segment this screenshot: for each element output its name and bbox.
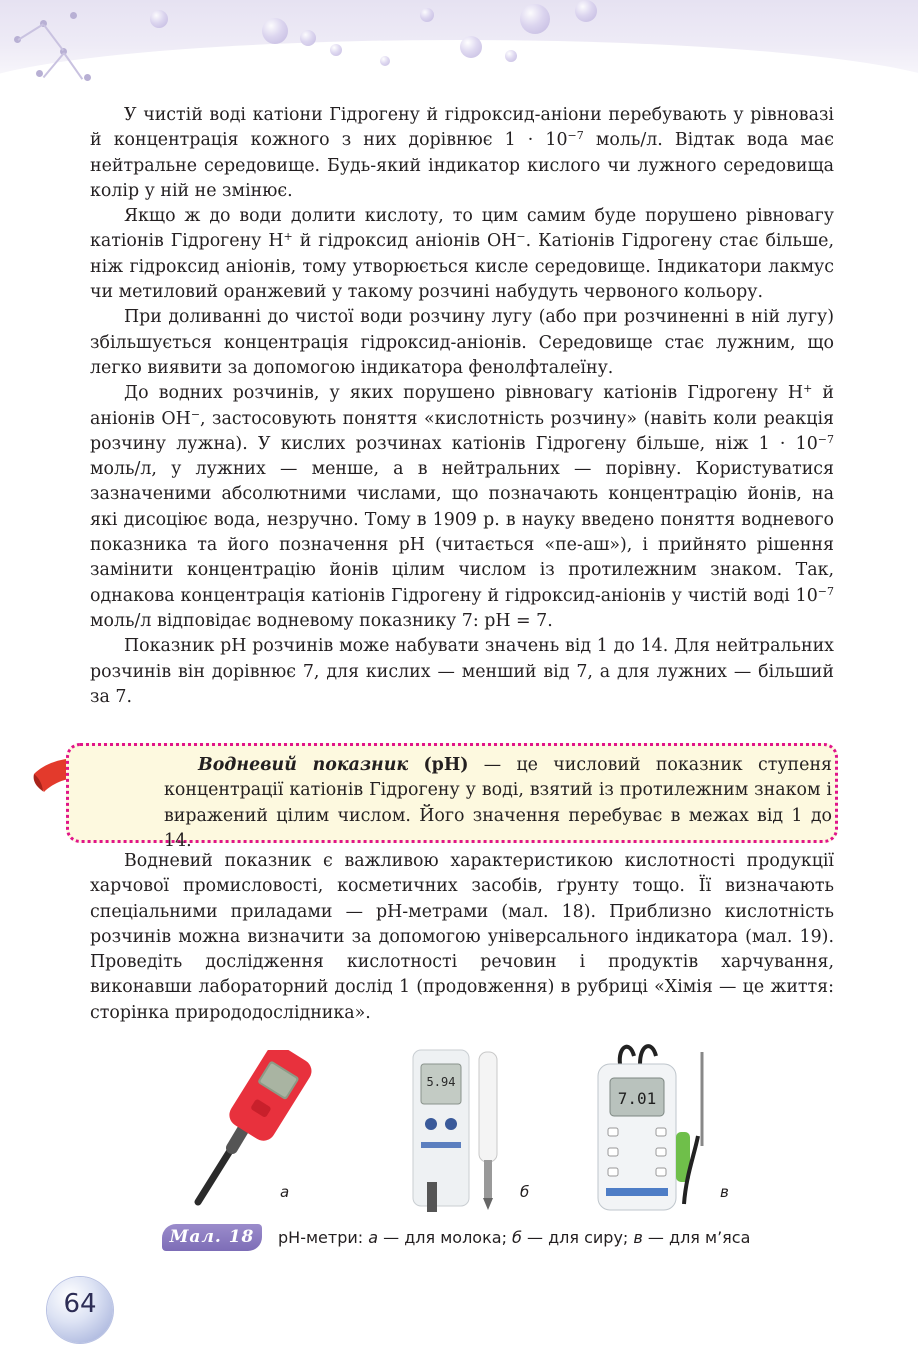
definition-term: Водневий показник (198, 755, 409, 775)
header-bubble (420, 8, 434, 22)
main-text-bottom (90, 849, 834, 1026)
header-bubble (380, 56, 390, 66)
definition-abbr: (pH) (423, 755, 469, 775)
paragraph: При доливанні до чистої води розчину лугу (або при розчиненні в ній лугу) збільшується концентрація гідроксид-аніонів. Середовище стає лужним, що легко виявити за допомогою індикатора фенолфталеїну. (90, 307, 834, 378)
ph-meter-milk-image (178, 1050, 318, 1210)
paragraph: До водних розчинів, у яких порушено рівновагу катіонів Гідрогену H+ й аніонів OH−, застосовують поняття «кислотність розчину» (навіть коли реакція розчину лужна). У кислих розчинах катіонів Гідрогену більше, ніж $1 \cdot 10^{-7}$ моль/л, у лужних — менше, а в нейтральних — порівну. Користуватися зазначеними абсолютними числами, що позначають концентрацію йонів, на які дисоціює вода, незручно. Тому в 1909 р. в науку введено поняття водневого показника та його позначення pH (читається «пе-аш»), і прийнято рішення замінити концентрацію йонів цілим числом із протилежним знаком. Так, однакова концентрація катіонів Гідрогену й гідроксид-аніонів у чистій воді $10^{-7}$ моль/л відповідає водневому показнику 7: pH = 7. (90, 382, 834, 631)
definition-body: — це числовий показник ступеня концентрації катіонів Гідрогену у воді, взятий із протилежним знаком і виражений цілим числом. Його значення перебуває в межах від 1 до 14. (164, 755, 833, 851)
paragraph: Водневий показник є важливою характеристикою кислотності продукції харчової промисловості, косметичних засобів, ґрунту тощо. Її визначають спеціальними приладами — pH-метрами (мал. 18). Приблизно кислотність розчинів можна визначити за допомогою універсального індикатора (мал. 19). Проведіть дослідження кислотності речовин і продуктів харчування, виконавши лабораторний дослід 1 (продовження) в рубриці «Хімія — це життя: сторінка природодослідника». (90, 851, 834, 1023)
figure-sublabel-a: а (280, 1183, 290, 1201)
header-bubble (330, 44, 342, 56)
figure-sublabel-c: в (720, 1183, 729, 1201)
figure-caption: pH-метри: а — для молока; б — для сиру; в — для м’яса (278, 1228, 751, 1247)
header-bubble (262, 18, 288, 44)
molecule-dot (84, 74, 91, 81)
header-decoration (0, 0, 918, 100)
main-text (90, 103, 834, 710)
page-number: 64 (63, 1289, 97, 1319)
header-wave (0, 40, 918, 100)
device-b-display: 5.94 (426, 1075, 456, 1089)
ph-meter-meat-image (590, 1036, 720, 1212)
definition-text (164, 753, 832, 854)
header-bubble (150, 10, 168, 28)
figure-sublabel-b: б (520, 1183, 530, 1201)
header-bubble (505, 50, 517, 62)
ph-meter-cheese-image (405, 1042, 515, 1212)
molecule-dot (70, 12, 77, 19)
header-bubble (300, 30, 316, 46)
header-bubble (520, 4, 550, 34)
header-bubble (575, 0, 597, 22)
figure-badge: Мал. 18 (162, 1224, 262, 1251)
paragraph: Показник pH розчинів може набувати значень від 1 до 14. Для нейтральних розчинів він дорівнює 7, для кислих — менший від 7, а для лужних — більший за 7. (90, 636, 834, 707)
header-bubble (460, 36, 482, 58)
paragraph: Якщо ж до води долити кислоту, то цим самим буде порушено рівновагу катіонів Гідрогену H+ й гідроксид аніонів OH−. Катіонів Гідрогену стає більше, ніж гідроксид аніонів, тому утворюється кисле середовище. Індикатори лакмус чи метиловий оранжевий у такому розчині набудуть червоного кольору. (90, 206, 835, 303)
paragraph: У чистій воді катіони Гідрогену й гідроксид-аніони перебувають у рівновазі й концентрація кожного з них дорівнює $1 \cdot 10^{-7}$ моль/л. Відтак вода має нейтральне середовище. Будь-який індикатор кислого чи лужного середовища колір у ній не змінює. (90, 105, 834, 201)
device-c-display: 7.01 (617, 1089, 657, 1108)
